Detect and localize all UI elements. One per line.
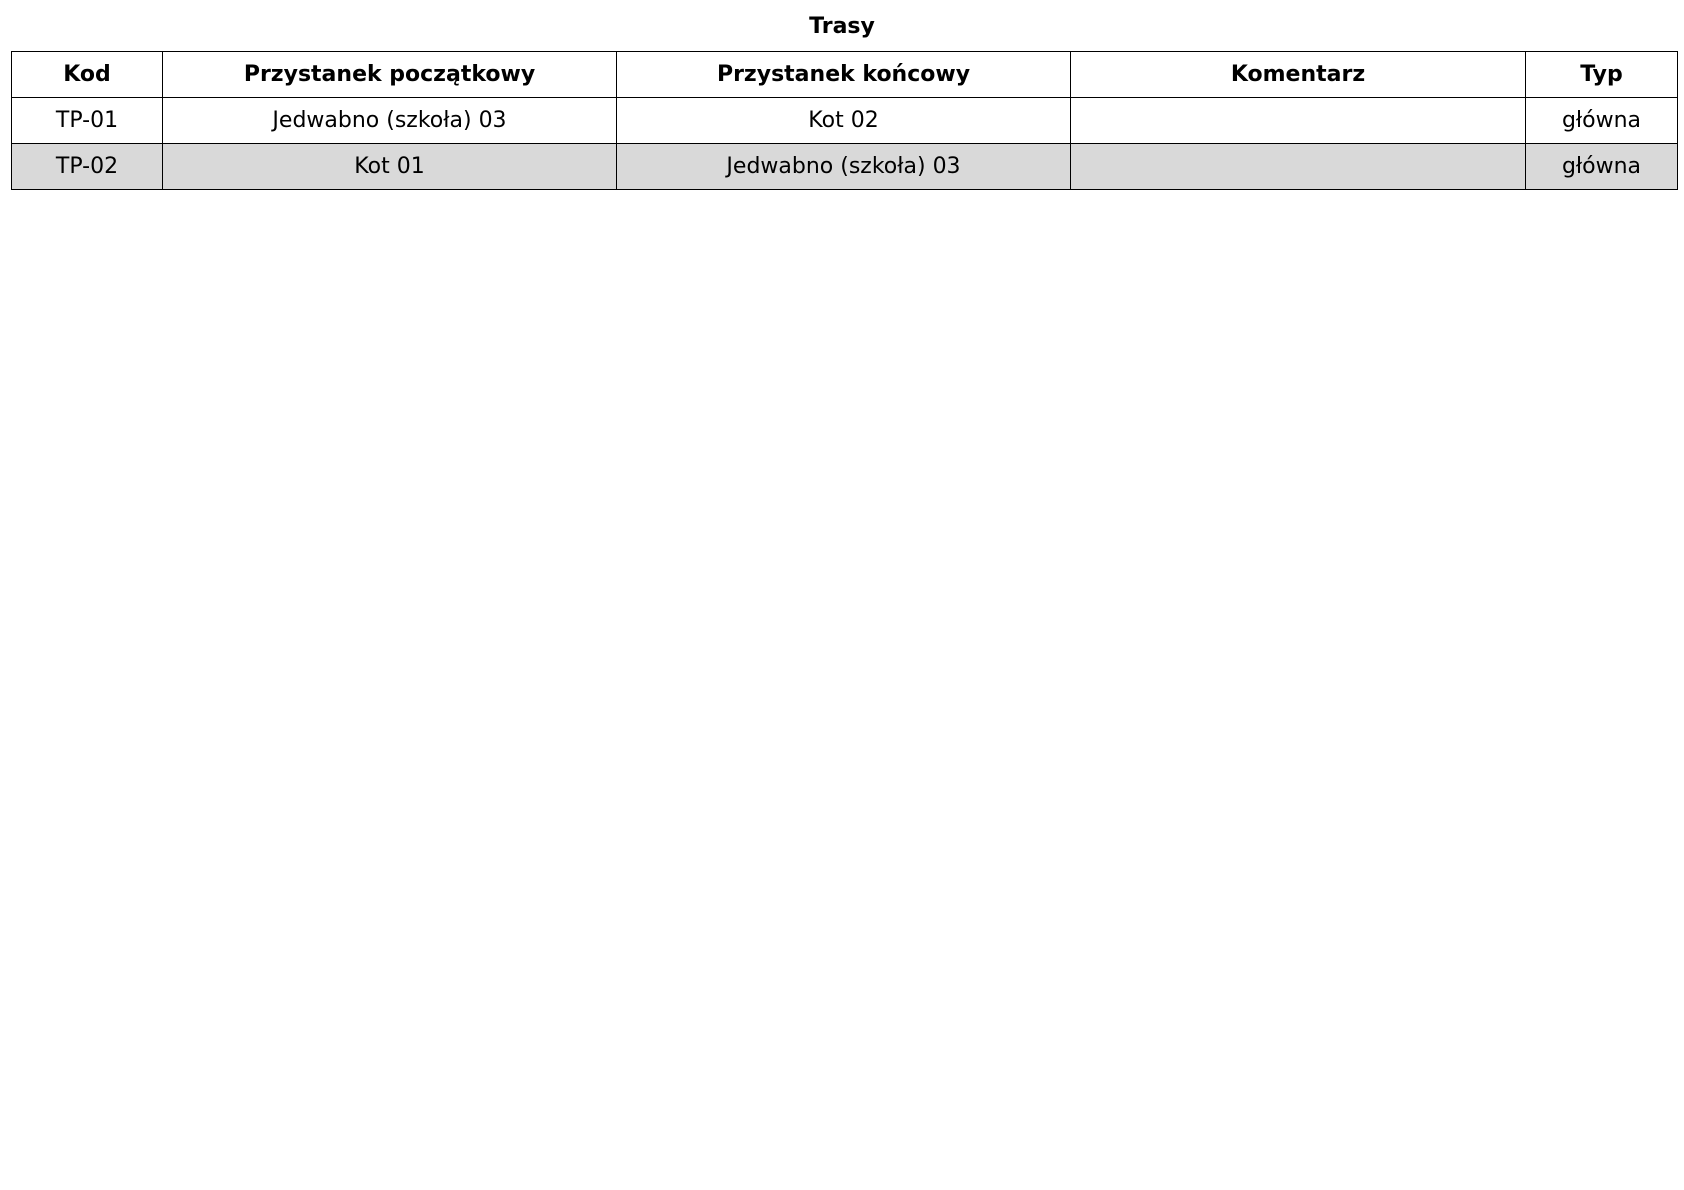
- cell-end-stop: Kot 02: [617, 98, 1071, 144]
- column-header-end-stop: Przystanek końcowy: [617, 52, 1071, 98]
- column-header-start-stop: Przystanek początkowy: [163, 52, 617, 98]
- routes-table: [11, 51, 1678, 190]
- page-title: Trasy: [809, 14, 875, 39]
- table-row: [12, 144, 1678, 190]
- column-header-comment: Komentarz: [1071, 52, 1526, 98]
- cell-end-stop: Jedwabno (szkoła) 03: [617, 144, 1071, 190]
- cell-typ: główna: [1526, 144, 1678, 190]
- column-header-typ: Typ: [1526, 52, 1678, 98]
- table-row: [12, 98, 1678, 144]
- cell-comment: [1071, 98, 1526, 144]
- table-header-row: [12, 52, 1678, 98]
- cell-kod: TP-01: [12, 98, 163, 144]
- cell-start-stop: Kot 01: [163, 144, 617, 190]
- cell-kod: TP-02: [12, 144, 163, 190]
- cell-start-stop: Jedwabno (szkoła) 03: [163, 98, 617, 144]
- cell-comment: [1071, 144, 1526, 190]
- cell-typ: główna: [1526, 98, 1678, 144]
- column-header-kod: Kod: [12, 52, 163, 98]
